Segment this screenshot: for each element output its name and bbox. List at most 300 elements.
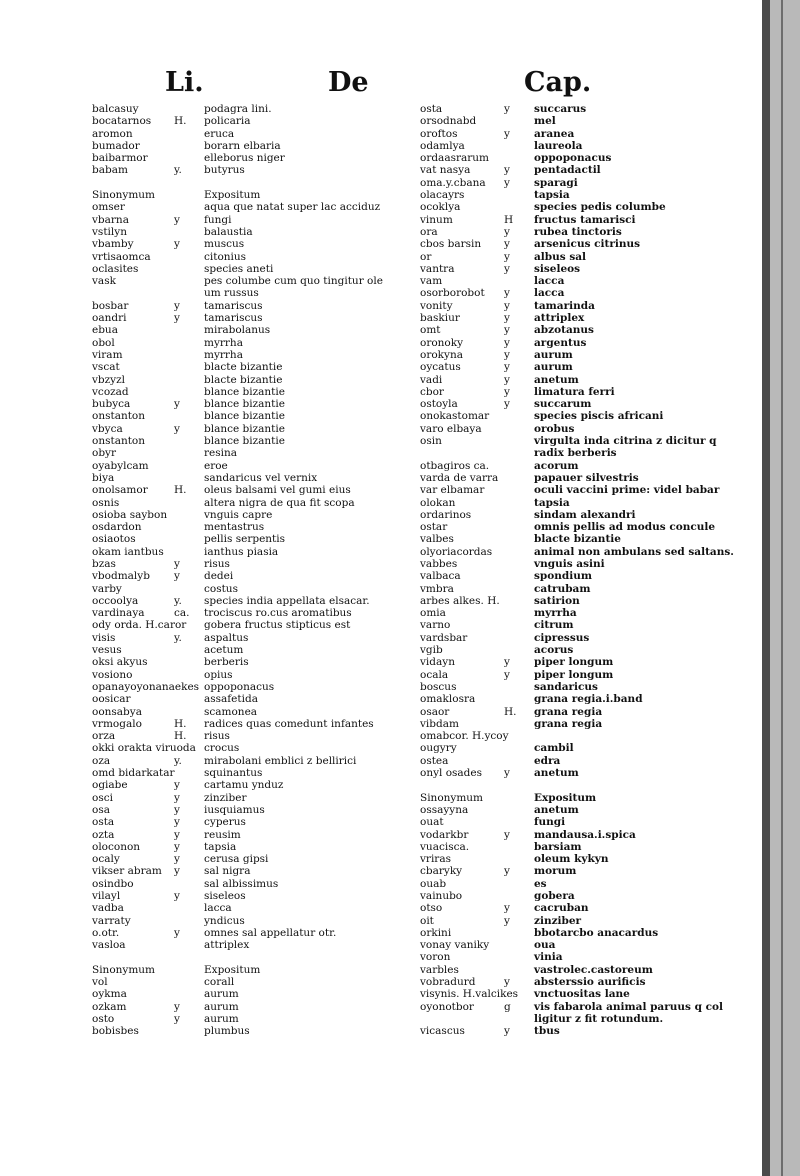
entry-mark: y — [174, 853, 180, 866]
entry-gloss: dedei — [204, 570, 234, 583]
glossary-row — [92, 460, 392, 472]
entry-mark: y — [504, 914, 510, 927]
glossary-row — [92, 238, 392, 250]
entry-gloss: grana regia — [534, 717, 603, 730]
glossary-row — [420, 177, 750, 189]
entry-gloss: sal nigra — [204, 865, 251, 878]
entry-term: osci — [92, 791, 113, 804]
entry-gloss: risus — [204, 557, 230, 570]
entry-mark: y — [174, 779, 180, 792]
glossary-row — [420, 226, 750, 238]
entry-term: var elbamar — [420, 484, 485, 497]
entry-term: osto — [92, 1012, 115, 1025]
entry-term: cbaryky — [420, 865, 463, 878]
entry-term: vstilyn — [92, 225, 127, 238]
entry-mark: H. — [174, 717, 187, 730]
glossary-row — [92, 226, 392, 238]
entry-term: vbamby — [92, 238, 134, 251]
entry-term: vrtisaomca — [92, 250, 151, 263]
entry-term: olokan — [420, 496, 456, 509]
glossary-row — [92, 755, 392, 767]
entry-gloss: blance bizantie — [204, 385, 285, 398]
entry-gloss: species aneti — [204, 262, 274, 275]
entry-gloss: Expositum — [204, 189, 261, 202]
entry-gloss: scamonea — [204, 705, 258, 718]
entry-term: onolsamor — [92, 484, 148, 497]
entry-term: vonity — [420, 299, 453, 312]
glossary-row — [92, 779, 392, 791]
entry-term: orsodnabd — [420, 115, 477, 128]
glossary-row — [92, 287, 392, 299]
entry-term: baskiur — [420, 312, 460, 325]
entry-term: Sinonymum — [92, 189, 156, 202]
entry-term: vask — [92, 275, 116, 288]
entry-gloss: muscus — [204, 238, 245, 251]
glossary-row — [92, 718, 392, 730]
entry-term: vgib — [420, 644, 443, 657]
glossary-row — [92, 669, 392, 681]
entry-gloss: piper longum — [534, 668, 614, 681]
entry-term: vadba — [92, 902, 124, 915]
entry-mark: y. — [174, 631, 182, 644]
glossary-row — [92, 792, 392, 804]
entry-term: vikser abram — [92, 865, 162, 878]
glossary-row — [92, 337, 392, 349]
entry-term: vosiono — [92, 668, 133, 681]
entry-gloss: barsiam — [534, 840, 582, 853]
entry-gloss: spondium — [534, 570, 592, 583]
entry-term: vuacisca. — [420, 840, 470, 853]
entry-term: osioba saybon — [92, 508, 168, 521]
glossary-row — [420, 570, 750, 582]
glossary-row — [92, 939, 392, 951]
entry-mark: y — [174, 570, 180, 583]
glossary-row — [420, 988, 750, 1000]
glossary-row — [420, 497, 750, 509]
entry-gloss: aurum — [534, 348, 573, 361]
glossary-row — [420, 829, 750, 841]
entry-term: vobradurd — [420, 976, 476, 989]
right-column — [420, 103, 750, 1038]
entry-mark: y — [504, 164, 510, 177]
glossary-row — [420, 337, 750, 349]
glossary-row — [420, 755, 750, 767]
glossary-row — [92, 890, 392, 902]
entry-gloss: myrrha — [204, 348, 243, 361]
glossary-row — [420, 214, 750, 226]
glossary-row — [92, 374, 392, 386]
entry-mark: y — [174, 791, 180, 804]
entry-gloss: papauer silvestris — [534, 471, 639, 484]
entry-term: omt — [420, 324, 441, 337]
entry-term: Sinonymum — [92, 963, 156, 976]
glossary-row — [92, 681, 392, 693]
entry-term: babam — [92, 164, 128, 177]
glossary-row — [92, 632, 392, 644]
entry-mark: y — [174, 312, 180, 325]
entry-mark: y — [504, 324, 510, 337]
entry-term: osa — [92, 803, 110, 816]
entry-gloss: omnis pellis ad modus concule — [534, 521, 716, 534]
entry-mark: y — [174, 926, 180, 939]
entry-term: omia — [420, 607, 446, 620]
entry-term: balcasuy — [92, 103, 139, 115]
entry-term: osta — [92, 816, 115, 829]
entry-gloss: citrum — [534, 619, 574, 632]
entry-term: vardinaya — [92, 607, 145, 620]
entry-term: olyoriacordas — [420, 545, 493, 558]
entry-gloss: squinantus — [204, 767, 263, 780]
glossary-row — [92, 1025, 392, 1037]
entry-gloss: anetum — [534, 803, 579, 816]
entry-term: oloconon — [92, 840, 141, 853]
entry-gloss: vis fabarola animal paruus q col — [534, 1000, 723, 1013]
glossary-row — [420, 251, 750, 263]
glossary-row — [92, 251, 392, 263]
entry-gloss: myrrha — [204, 336, 243, 349]
entry-term: visynis. H.valcikes — [420, 988, 519, 1001]
entry-term: vbzyzl — [92, 373, 126, 386]
entry-gloss: risus — [204, 730, 230, 743]
entry-gloss: vnctuositas lane — [534, 988, 630, 1001]
entry-term: cbos barsin — [420, 238, 482, 251]
glossary-row — [92, 767, 392, 779]
entry-term: varo elbaya — [420, 422, 482, 435]
glossary-row — [92, 349, 392, 361]
entry-term: obol — [92, 336, 115, 349]
entry-mark: y — [504, 976, 510, 989]
entry-term: onokastomar — [420, 410, 490, 423]
entry-gloss: ianthus piasia — [204, 545, 279, 558]
entry-gloss: mirabolanus — [204, 324, 271, 337]
entry-term: olacayrs — [420, 189, 465, 202]
section-gap — [92, 177, 392, 189]
entry-mark: y — [504, 656, 510, 669]
entry-gloss: animal non ambulans sed saltans. — [534, 545, 734, 558]
entry-term: vesus — [92, 644, 122, 657]
entry-term: ostoyla — [420, 398, 458, 411]
entry-gloss: albus sal — [534, 250, 587, 263]
entry-mark: y — [174, 299, 180, 312]
glossary-row — [420, 509, 750, 521]
entry-mark: y — [504, 398, 510, 411]
glossary-row — [92, 398, 392, 410]
entry-gloss: eroe — [204, 459, 228, 472]
entry-mark: y — [174, 213, 180, 226]
entry-gloss: fungi — [534, 816, 566, 829]
glossary-row — [92, 915, 392, 927]
entry-gloss: opius — [204, 668, 233, 681]
entry-gloss: siseleos — [204, 890, 246, 902]
entry-term: varbles — [420, 963, 459, 976]
entry-term: vadi — [420, 373, 443, 386]
entry-mark: y — [504, 767, 510, 780]
entry-gloss: anetum — [534, 767, 579, 780]
entry-gloss: blacte bizantie — [204, 373, 283, 386]
glossary-row — [92, 988, 392, 1000]
entry-gloss: borarn elbaria — [204, 139, 281, 152]
entry-mark: y — [504, 828, 510, 841]
entry-gloss: yndicus — [204, 914, 245, 927]
entry-gloss: altera nigra de qua fit scopa — [204, 496, 355, 509]
glossary-row — [420, 816, 750, 828]
entry-gloss: vnguis capre — [204, 508, 273, 521]
entry-gloss: mel — [534, 115, 556, 128]
glossary-row — [92, 435, 392, 447]
entry-mark: y — [174, 398, 180, 411]
entry-term: oronoky — [420, 336, 464, 349]
entry-mark: y — [174, 803, 180, 816]
entry-gloss: oleum kykyn — [534, 853, 609, 866]
glossary-row — [420, 595, 750, 607]
glossary-row — [420, 115, 750, 127]
entry-mark: H. — [174, 730, 187, 743]
entry-gloss: reusim — [204, 828, 241, 841]
glossary-row — [92, 583, 392, 595]
glossary-row — [420, 312, 750, 324]
glossary-row — [420, 730, 750, 742]
entry-gloss: pellis serpentis — [204, 533, 286, 546]
entry-gloss: aurum — [204, 1000, 239, 1013]
entry-gloss: omnes sal appellatur otr. — [204, 926, 337, 939]
entry-term: oksi akyus — [92, 656, 148, 669]
entry-gloss: aurum — [204, 988, 239, 1001]
entry-term: onyl osades — [420, 767, 483, 780]
entry-gloss: tbus — [534, 1025, 560, 1038]
glossary-row — [92, 546, 392, 558]
glossary-row — [92, 324, 392, 336]
entry-mark: y — [504, 668, 510, 681]
entry-term: okam iantbus — [92, 545, 164, 558]
entry-gloss: assafetida — [204, 693, 258, 706]
entry-gloss: oua — [534, 939, 556, 952]
entry-gloss: blance bizantie — [204, 398, 285, 411]
glossary-row — [420, 841, 750, 853]
entry-gloss: aspaltus — [204, 631, 249, 644]
entry-gloss: satirion — [534, 594, 580, 607]
glossary-row — [420, 644, 750, 656]
entry-term: baibarmor — [92, 152, 148, 165]
glossary-row — [92, 447, 392, 459]
entry-gloss: pentadactil — [534, 164, 601, 177]
entry-term: orkini — [420, 926, 452, 939]
glossary-row — [92, 902, 392, 914]
entry-gloss: blacte bizantie — [534, 533, 621, 546]
entry-term: vbarna — [92, 213, 129, 226]
entry-term: oandri — [92, 312, 127, 325]
glossary-row — [92, 115, 392, 127]
glossary-row — [420, 915, 750, 927]
entry-term: oycatus — [420, 361, 461, 374]
entry-term: ouab — [420, 877, 447, 890]
entry-term: omaklosra — [420, 693, 476, 706]
entry-mark: y — [504, 336, 510, 349]
left-column — [92, 103, 392, 1038]
entry-term: vainubo — [420, 890, 463, 902]
entry-gloss: gobera fructus stipticus est — [204, 619, 351, 632]
entry-term: vriras — [420, 853, 451, 866]
entry-term: vat nasya — [420, 164, 471, 177]
entry-term: ordarinos — [420, 508, 472, 521]
glossary-row — [420, 927, 750, 939]
entry-gloss: oleus balsami vel gumi eius — [204, 484, 351, 497]
entry-mark: y — [174, 865, 180, 878]
entry-gloss: ligitur z fit rotundum. — [534, 1012, 664, 1025]
entry-gloss: citonius — [204, 250, 247, 263]
entry-term: ora — [420, 225, 438, 238]
entry-gloss: sal albissimus — [204, 877, 279, 890]
entry-gloss: myrrha — [534, 607, 577, 620]
entry-gloss: crocus — [204, 742, 240, 755]
glossary-row — [92, 189, 392, 201]
entry-term: biya — [92, 471, 115, 484]
entry-term: oosicar — [92, 693, 131, 706]
entry-term: osin — [420, 435, 442, 448]
glossary-row — [420, 460, 750, 472]
entry-term: onstanton — [92, 435, 146, 448]
entry-gloss: um russus — [204, 287, 259, 300]
entry-gloss: acorum — [534, 459, 579, 472]
glossary-row — [420, 349, 750, 361]
entry-mark: y — [174, 238, 180, 251]
entry-term: ouat — [420, 816, 444, 829]
entry-gloss: cyperus — [204, 816, 246, 829]
entry-gloss: argentus — [534, 336, 587, 349]
entry-term: vardsbar — [420, 631, 468, 644]
glossary-row — [420, 964, 750, 976]
glossary-row — [92, 976, 392, 988]
entry-gloss: plumbus — [204, 1025, 250, 1038]
glossary-row — [420, 275, 750, 287]
entry-gloss: aurum — [204, 1012, 239, 1025]
entry-term: onstanton — [92, 410, 146, 423]
entry-mark: y — [504, 238, 510, 251]
entry-term: varby — [92, 582, 122, 595]
entry-term: ossayyna — [420, 803, 469, 816]
glossary-row — [420, 287, 750, 299]
entry-term: vodarkbr — [420, 828, 469, 841]
glossary-row — [92, 509, 392, 521]
entry-mark: y — [504, 225, 510, 238]
entry-gloss: gobera — [534, 890, 575, 902]
entry-gloss: cacruban — [534, 902, 589, 915]
glossary-row — [420, 804, 750, 816]
glossary-row — [420, 902, 750, 914]
glossary-row — [92, 484, 392, 496]
entry-gloss: blance bizantie — [204, 435, 285, 448]
section-gap — [92, 951, 392, 963]
glossary-row — [420, 189, 750, 201]
entry-gloss: corall — [204, 976, 235, 989]
entry-gloss: attriplex — [534, 312, 585, 325]
glossary-row — [420, 1025, 750, 1037]
entry-gloss: cipressus — [534, 631, 590, 644]
glossary-row — [92, 927, 392, 939]
entry-gloss: piper longum — [534, 656, 614, 669]
entry-gloss: absterssio aurificis — [534, 976, 646, 989]
glossary-row — [420, 681, 750, 693]
entry-term: osnis — [92, 496, 120, 509]
entry-term: ody orda. H.caror — [92, 619, 187, 632]
glossary-row — [420, 558, 750, 570]
entry-gloss: mandausa.i.spica — [534, 828, 636, 841]
glossary-row — [420, 1013, 750, 1025]
entry-mark: y — [504, 250, 510, 263]
running-header-center: De — [328, 67, 369, 98]
glossary-row — [92, 152, 392, 164]
entry-gloss: sindam alexandri — [534, 508, 636, 521]
entry-term: otso — [420, 902, 443, 915]
glossary-row — [92, 964, 392, 976]
entry-gloss: morum — [534, 865, 577, 878]
entry-term: oyabylcam — [92, 459, 149, 472]
entry-mark: H. — [174, 115, 187, 128]
entry-gloss: radix berberis — [534, 447, 617, 460]
entry-term: ozta — [92, 828, 115, 841]
glossary-row — [92, 140, 392, 152]
entry-mark: y — [174, 828, 180, 841]
glossary-row — [92, 275, 392, 287]
entry-term: opanayoyonanaekes — [92, 680, 200, 693]
entry-term: osta — [420, 103, 443, 115]
entry-mark: y — [174, 816, 180, 829]
glossary-row — [420, 619, 750, 631]
entry-gloss: species pedis columbe — [534, 201, 666, 214]
entry-mark: y — [504, 385, 510, 398]
entry-term: boscus — [420, 680, 457, 693]
entry-term: voron — [420, 951, 451, 964]
glossary-row — [420, 533, 750, 545]
glossary-row — [420, 103, 750, 115]
entry-mark: y — [504, 361, 510, 374]
glossary-row — [420, 361, 750, 373]
entry-mark: y. — [174, 754, 182, 767]
entry-gloss: mentastrus — [204, 521, 265, 534]
glossary-row — [420, 238, 750, 250]
entry-gloss: blance bizantie — [204, 422, 285, 435]
glossary-row — [92, 1013, 392, 1025]
entry-term: okki orakta viruoda — [92, 742, 196, 755]
entry-mark: H. — [174, 484, 187, 497]
entry-gloss: cambil — [534, 742, 574, 755]
entry-term: occoolya — [92, 594, 139, 607]
entry-term: bumador — [92, 139, 140, 152]
glossary-row — [420, 386, 750, 398]
glossary-row — [92, 706, 392, 718]
entry-gloss: Expositum — [204, 963, 261, 976]
glossary-row — [420, 546, 750, 558]
entry-mark: ca. — [174, 607, 190, 620]
entry-mark: y — [504, 103, 510, 115]
glossary-row — [92, 164, 392, 176]
entry-mark: y — [504, 262, 510, 275]
entry-gloss: berberis — [204, 656, 249, 669]
entry-term: vbodmalyb — [92, 570, 150, 583]
glossary-row — [420, 324, 750, 336]
glossary-row — [420, 939, 750, 951]
glossary-row — [92, 816, 392, 828]
entry-gloss: arsenicus citrinus — [534, 238, 641, 251]
entry-mark: y — [504, 373, 510, 386]
glossary-row — [420, 669, 750, 681]
entry-mark: y — [504, 902, 510, 915]
glossary-row — [420, 607, 750, 619]
entry-term: vscat — [92, 361, 120, 374]
entry-mark: y. — [174, 164, 182, 177]
entry-gloss: sandaricus vel vernix — [204, 471, 318, 484]
glossary-row — [92, 263, 392, 275]
entry-gloss: Expositum — [534, 791, 597, 804]
